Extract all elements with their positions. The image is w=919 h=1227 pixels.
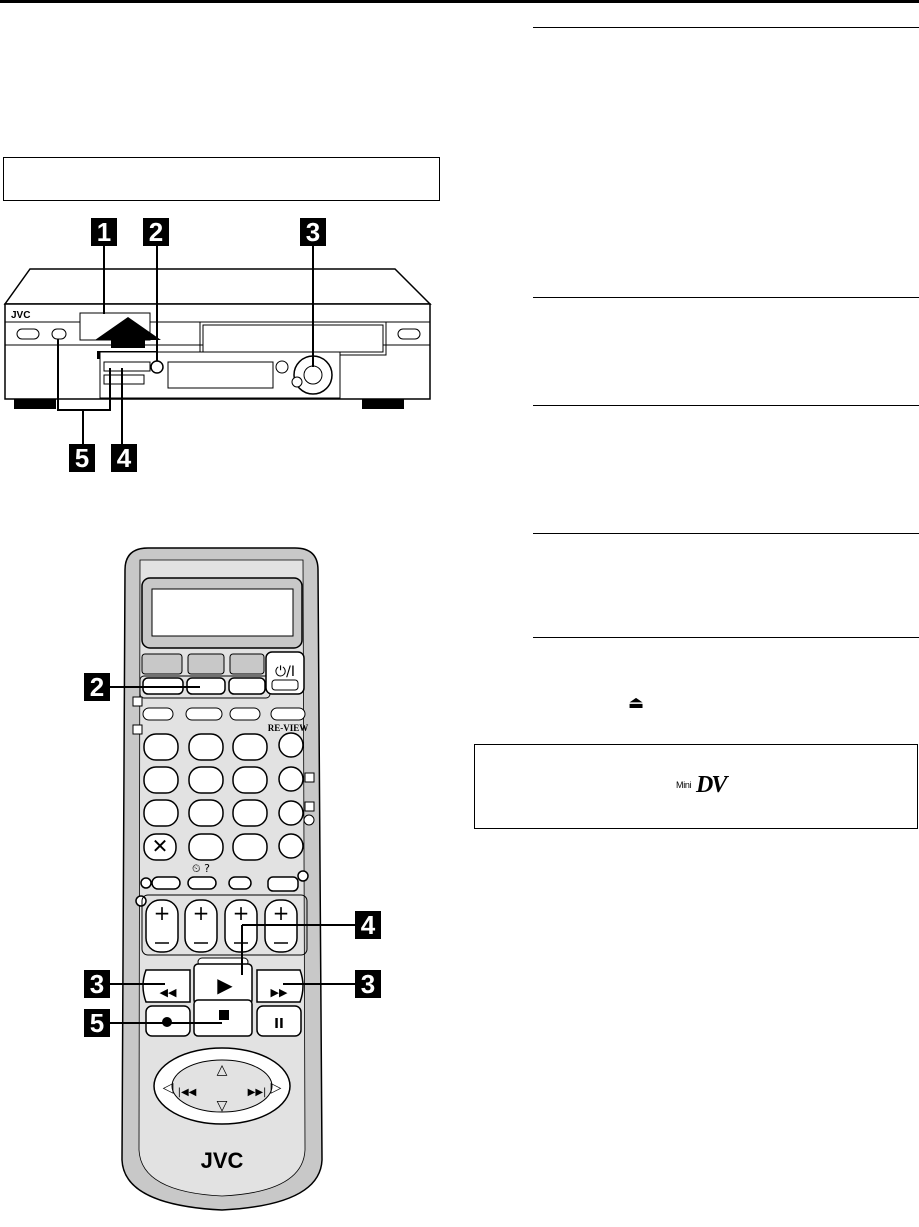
step-rule-2 bbox=[533, 297, 919, 298]
remote-step-badge-4: 4 bbox=[355, 911, 381, 939]
svg-text:▶▶: ▶▶ bbox=[270, 986, 288, 999]
svg-text:◀◀: ◀◀ bbox=[159, 986, 177, 999]
svg-text:◁: ◁ bbox=[162, 1080, 174, 1096]
svg-text:+: + bbox=[153, 901, 171, 925]
remote-step-badge-2: 2 bbox=[84, 673, 110, 701]
svg-text:+: + bbox=[232, 901, 250, 925]
vcr-step-badge-5: 5 bbox=[69, 444, 95, 472]
vcr-step-badge-1: 1 bbox=[91, 218, 117, 246]
svg-text:▶▶|: ▶▶| bbox=[247, 1087, 267, 1098]
step-rule-3 bbox=[533, 405, 919, 406]
svg-text:✕: ✕ bbox=[151, 834, 169, 858]
remote-step-badge-5: 5 bbox=[84, 1009, 110, 1037]
remote-step-badge-3-left: 3 bbox=[84, 970, 110, 998]
step-rule-4 bbox=[533, 533, 919, 534]
vcr-step-badge-3: 3 bbox=[300, 218, 326, 246]
svg-text:⏲ ?: ⏲ ? bbox=[192, 862, 210, 875]
svg-text:+: + bbox=[192, 901, 210, 925]
svg-text:|◀◀: |◀◀ bbox=[177, 1087, 197, 1098]
vcr-step-badge-2: 2 bbox=[143, 218, 169, 246]
svg-text:▽: ▽ bbox=[216, 1098, 228, 1114]
svg-text:▷: ▷ bbox=[270, 1080, 282, 1096]
mini-dv-logo-dv: DV bbox=[696, 772, 726, 798]
remote-brand-logo: JVC bbox=[200, 1148, 244, 1173]
vcr-step-badge-4: 4 bbox=[111, 444, 137, 472]
svg-text:⏻/I: ⏻/I bbox=[275, 664, 295, 680]
vcr-brand-logo: JVC bbox=[11, 310, 31, 321]
svg-text:+: + bbox=[272, 901, 290, 925]
step-rule-1 bbox=[533, 27, 919, 28]
mini-dv-logo-mini: Mini bbox=[676, 780, 692, 790]
svg-text:II: II bbox=[274, 1017, 284, 1032]
remote-step-badge-3-right: 3 bbox=[355, 970, 381, 998]
svg-text:▶: ▶ bbox=[217, 973, 233, 997]
eject-icon: ⏏ bbox=[628, 693, 645, 712]
step-rule-5 bbox=[533, 637, 919, 638]
svg-text:△: △ bbox=[216, 1062, 228, 1078]
remote-review-label: RE-VIEW bbox=[267, 723, 309, 733]
